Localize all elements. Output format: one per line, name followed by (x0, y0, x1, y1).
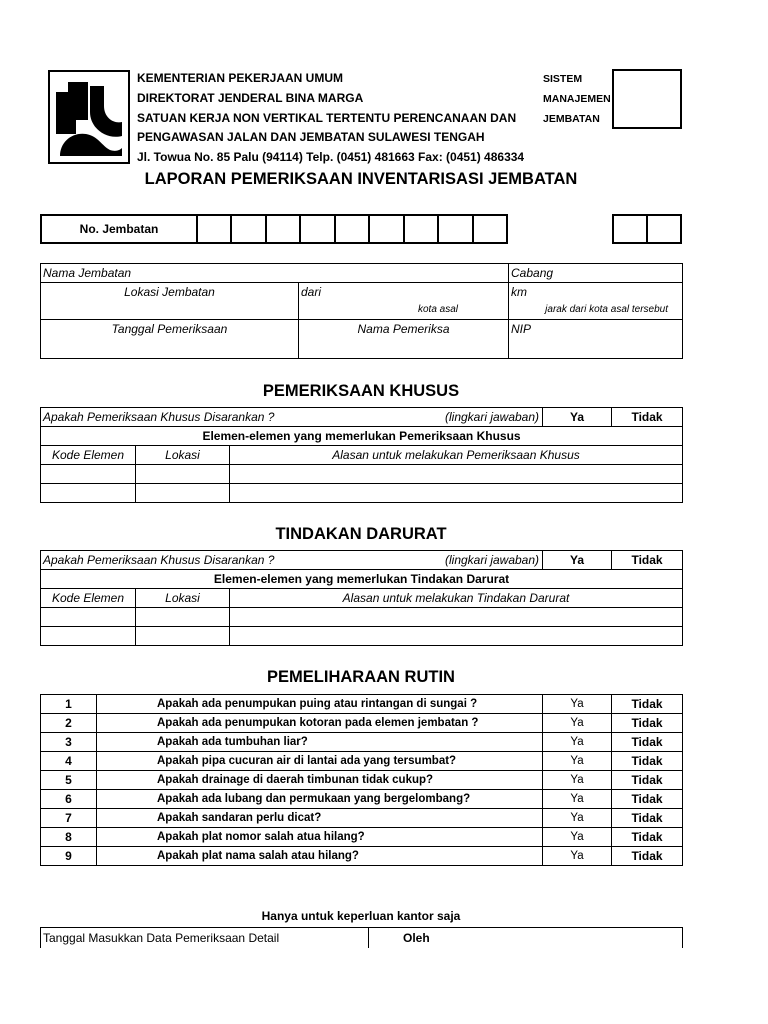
rutin-no: 6 (41, 790, 97, 809)
darurat-hint: (lingkari jawaban) (444, 553, 540, 567)
no-jembatan-digit[interactable] (197, 215, 231, 243)
nama-pemeriksa-field[interactable]: Nama Pemeriksa (299, 320, 509, 359)
pu-logo-icon (50, 72, 128, 162)
rutin-question: Apakah ada tumbuhan liar? (97, 733, 543, 752)
kantor-table (40, 927, 683, 948)
nama-jembatan-field[interactable]: Nama Jembatan (41, 264, 509, 283)
rutin-tidak-option[interactable]: Tidak (612, 695, 683, 714)
rutin-question: Apakah ada penumpukan kotoran pada elemen jembatan ? (97, 714, 543, 733)
kota-asal-hint: kota asal (299, 301, 509, 320)
system-code-box[interactable] (612, 69, 682, 129)
khusus-col-lokasi: Lokasi (136, 446, 230, 465)
no-jembatan-table (40, 214, 508, 244)
rutin-row (41, 790, 683, 809)
khusus-subheading: Elemen-elemen yang memerlukan Pemeriksaan Khusus (41, 427, 683, 446)
no-jembatan-suffix (612, 214, 682, 244)
rutin-row (41, 714, 683, 733)
rutin-no: 4 (41, 752, 97, 771)
rutin-ya-option[interactable]: Ya (543, 847, 612, 866)
khusus-blank-row (41, 484, 683, 503)
rutin-ya-option[interactable]: Ya (543, 809, 612, 828)
khusus-question (41, 408, 543, 427)
rutin-ya-option[interactable]: Ya (543, 790, 612, 809)
darurat-subheading: Elemen-elemen yang memerlukan Tindakan Darurat (41, 570, 683, 589)
darurat-question-text: Apakah Pemeriksaan Khusus Disarankan ? (43, 553, 275, 567)
no-jembatan-digit[interactable] (335, 215, 369, 243)
cabang-field[interactable]: Cabang (509, 264, 683, 283)
khusus-tidak-option[interactable]: Tidak (612, 408, 683, 427)
rutin-row (41, 695, 683, 714)
rutin-row (41, 828, 683, 847)
darurat-blank-row (41, 627, 683, 646)
rutin-ya-option[interactable]: Ya (543, 714, 612, 733)
rutin-tidak-option[interactable]: Tidak (612, 733, 683, 752)
khusus-col-kode: Kode Elemen (41, 446, 136, 465)
rutin-question: Apakah plat nama salah atau hilang? (97, 847, 543, 866)
rutin-no: 5 (41, 771, 97, 790)
kantor-heading: Hanya untuk keperluan kantor saja (261, 909, 461, 923)
no-jembatan-label: No. Jembatan (41, 215, 197, 243)
khusus-col-alasan: Alasan untuk melakukan Pemeriksaan Khusus (230, 446, 683, 465)
khusus-heading: PEMERIKSAAN KHUSUS (262, 382, 460, 400)
darurat-col-lokasi: Lokasi (136, 589, 230, 608)
nip-field[interactable]: NIP (509, 320, 683, 359)
jarak-hint: jarak dari kota asal tersebut (509, 301, 683, 320)
kantor-tanggal[interactable]: Tanggal Masukkan Data Pemeriksaan Detail (41, 928, 369, 949)
rutin-ya-option[interactable]: Ya (543, 695, 612, 714)
rutin-row (41, 771, 683, 790)
rutin-table (40, 694, 683, 866)
header-line-4: PENGAWASAN JALAN DAN JEMBATAN SULAWESI TENGAH (137, 130, 485, 144)
no-jembatan-digit[interactable] (404, 215, 438, 243)
rutin-no: 8 (41, 828, 97, 847)
rutin-ya-option[interactable]: Ya (543, 733, 612, 752)
darurat-table (40, 550, 683, 646)
km-field[interactable]: km (509, 283, 683, 302)
header-address: Jl. Towua No. 85 Palu (94114) Telp. (0451) 481663 Fax: (0451) 486334 (137, 150, 525, 164)
system-label-3: JEMBATAN (543, 113, 600, 125)
rutin-tidak-option[interactable]: Tidak (612, 771, 683, 790)
suffix-digit[interactable] (613, 215, 647, 243)
tanggal-pemeriksaan-field[interactable]: Tanggal Pemeriksaan (41, 320, 299, 359)
darurat-tidak-option[interactable]: Tidak (612, 551, 683, 570)
darurat-col-kode: Kode Elemen (41, 589, 136, 608)
darurat-blank-row (41, 608, 683, 627)
rutin-no: 9 (41, 847, 97, 866)
rutin-no: 7 (41, 809, 97, 828)
lokasi-jembatan-label: Lokasi Jembatan (41, 283, 299, 302)
rutin-no: 3 (41, 733, 97, 752)
khusus-blank-row (41, 465, 683, 484)
rutin-tidak-option[interactable]: Tidak (612, 847, 683, 866)
rutin-question: Apakah plat nomor salah atua hilang? (97, 828, 543, 847)
system-label-2: MANAJEMEN (543, 93, 611, 105)
no-jembatan-digit[interactable] (473, 215, 508, 243)
khusus-question-text: Apakah Pemeriksaan Khusus Disarankan ? (43, 410, 275, 424)
khusus-ya-option[interactable]: Ya (543, 408, 612, 427)
bridge-info-table (40, 263, 683, 359)
page-title: LAPORAN PEMERIKSAAN INVENTARISASI JEMBATAN (144, 170, 578, 188)
rutin-tidak-option[interactable]: Tidak (612, 790, 683, 809)
rutin-question: Apakah ada lubang dan permukaan yang bergelombang? (97, 790, 543, 809)
header-line-2: DIREKTORAT JENDERAL BINA MARGA (137, 91, 364, 105)
no-jembatan-digit[interactable] (438, 215, 472, 243)
darurat-ya-option[interactable]: Ya (543, 551, 612, 570)
ministry-logo (48, 70, 130, 164)
rutin-tidak-option[interactable]: Tidak (612, 828, 683, 847)
darurat-question (41, 551, 543, 570)
rutin-ya-option[interactable]: Ya (543, 771, 612, 790)
rutin-tidak-option[interactable]: Tidak (612, 809, 683, 828)
rutin-question: Apakah ada penumpukan puing atau rintangan di sungai ? (97, 695, 543, 714)
rutin-question: Apakah sandaran perlu dicat? (97, 809, 543, 828)
dari-field[interactable]: dari (299, 283, 509, 302)
rutin-row (41, 733, 683, 752)
khusus-table (40, 407, 683, 503)
rutin-no: 1 (41, 695, 97, 714)
header-line-3: SATUAN KERJA NON VERTIKAL TERTENTU PERENCANAAN DAN (137, 111, 517, 125)
no-jembatan-digit[interactable] (300, 215, 334, 243)
system-label-1: SISTEM (543, 73, 583, 85)
darurat-col-alasan: Alasan untuk melakukan Tindakan Darurat (230, 589, 683, 608)
rutin-ya-option[interactable]: Ya (543, 828, 612, 847)
rutin-row (41, 809, 683, 828)
rutin-ya-option[interactable]: Ya (543, 752, 612, 771)
khusus-hint: (lingkari jawaban) (444, 410, 540, 424)
rutin-tidak-option[interactable]: Tidak (612, 752, 683, 771)
rutin-row (41, 847, 683, 866)
rutin-row (41, 752, 683, 771)
no-jembatan-digit[interactable] (266, 215, 300, 243)
rutin-tidak-option[interactable]: Tidak (612, 714, 683, 733)
darurat-heading: TINDAKAN DARURAT (275, 525, 447, 543)
no-jembatan-digit[interactable] (369, 215, 403, 243)
rutin-question: Apakah drainage di daerah timbunan tidak cukup? (97, 771, 543, 790)
kantor-oleh[interactable]: Oleh (369, 928, 683, 949)
header-line-1: KEMENTERIAN PEKERJAAN UMUM (137, 71, 344, 85)
rutin-question: Apakah pipa cucuran air di lantai ada yang tersumbat? (97, 752, 543, 771)
rutin-no: 2 (41, 714, 97, 733)
rutin-heading: PEMELIHARAAN RUTIN (267, 668, 455, 686)
suffix-digit[interactable] (647, 215, 681, 243)
no-jembatan-digit[interactable] (231, 215, 265, 243)
